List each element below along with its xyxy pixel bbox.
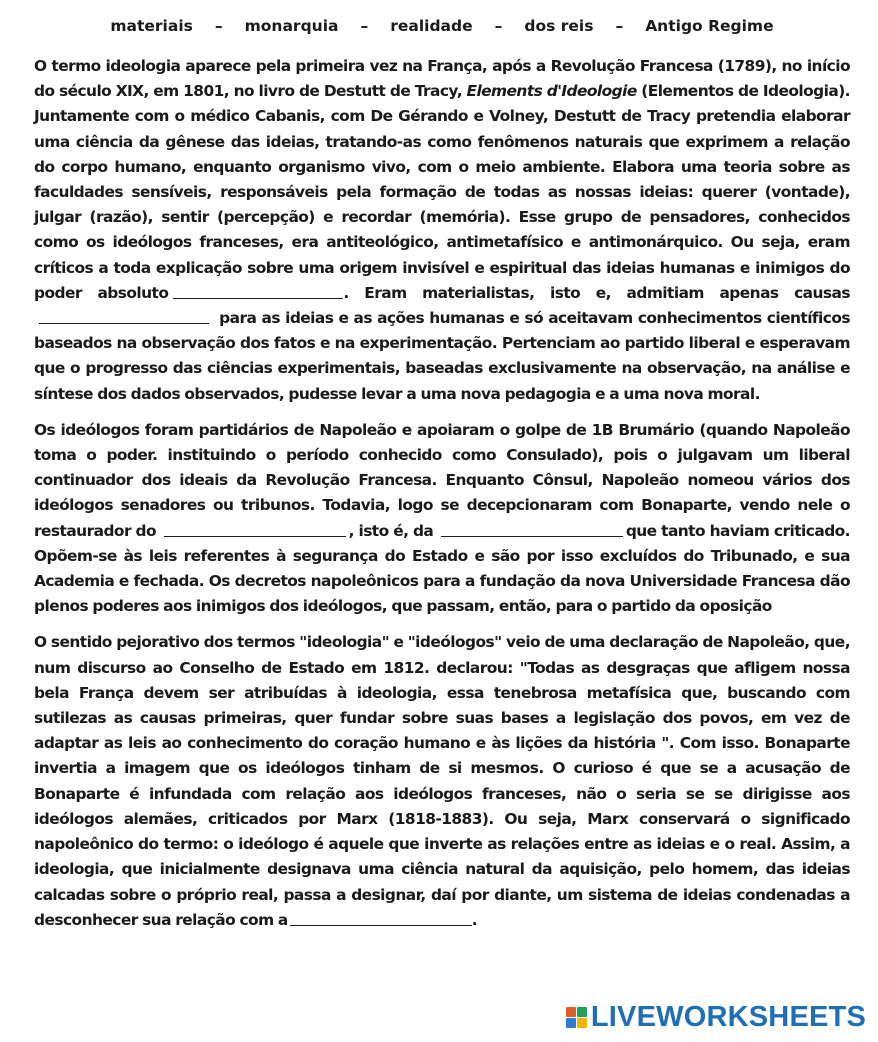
word-bank-item: Antigo Regime (645, 17, 774, 35)
word-bank-item: dos reis (524, 17, 594, 35)
word-bank-item: monarquia (244, 17, 339, 35)
word-bank-item: realidade (390, 17, 473, 35)
paragraph-text: (Elementos de Ideologia). Juntamente com o médico Cabanis, com De Gérando e Volney, Destutt de Tracy pretendia elaborar uma ciência da gênese das ideias, tratando-as como fenômenos naturais que exprimem a relação do corpo humano, enquanto organismo vivo, com o meio ambiente. Elabora uma teoria sobre as faculdades sensíveis, responsáveis pela formação de todas as nossas ideias: querer (vontade), julgar (razão), sentir (percepção) e recordar (memória). Esse grupo de pensadores, conhecidos como os ideólogos franceses, era antiteológico, antimetafísico e antimonárquico. Ou seja, eram críticos a toda explicação sobre uma origem invisível e espiritual das ideias humanas e inimigos do poder absoluto (34, 82, 850, 302)
paragraph-text: para as ideias e as ações humanas e só aceitavam conhecimentos científicos baseados na observação dos fatos e na experimentação. Pertenciam ao partido liberal e esperavam que o progresso das ciências experimentais, baseadas exclusivamente na observação, na análise e síntese dos dados observados, pudesse levar a uma nova pedagogia e a uma nova moral. (34, 309, 850, 403)
paragraph-pejorative-sense (34, 630, 850, 932)
paragraph-text: . (471, 910, 477, 929)
word-bank-separator: – (214, 17, 223, 35)
worksheet (34, 14, 850, 933)
paragraph-text: O termo ideologia aparece pela primeira vez na França, após a Revolução Francesa (1789), no início do século XIX, em 1801, no livro de Destutt de Tracy, (34, 57, 850, 101)
liveworksheets-logo (566, 1002, 866, 1032)
word-bank-item: materiais (110, 17, 193, 35)
logo-text: LIVEWORKSHEETS (590, 1001, 866, 1033)
paragraph-text: Os ideólogos foram partidários de Napoleão e apoiaram o golpe de 1B Brumário (quando Napoleão toma o poder. instituindo o período conhecido como Consulado), pois o julgavam um liberal continuador dos ideais da Revolução Francesa. Enquanto Cônsul, Napoleão nomeou vários dos ideólogos senadores ou tribunos. Todavia, logo se decepcionaram com Bonaparte, vendo nele o restaurador do (34, 420, 850, 540)
paragraph-ideologues-and-napoleon (34, 418, 850, 620)
word-bank (34, 14, 850, 38)
word-bank-separator: – (615, 17, 624, 35)
paragraph-text: O sentido pejorativo dos termos "ideologia" e "ideólogos" veio de uma declaração de Napoleão, que, num discurso ao Conselho de Estado em 1812. declarou: "Todas as desgraças que afligem nossa bela França devem ser atribuídas à ideologia, essa tenebrosa metafísica que, buscando com sutilezas as causas primeiras, quer fundar sobre suas bases a legislação dos povos, em vez de adaptar as leis ao conhecimento do coração humano e às lições da história ". Com isso. Bonaparte invertia a imagem que os ideólogos tinham de si mesmos. O curioso é que se a acusação de Bonaparte é infundada com relação aos ideólogos franceses, não o seria se se dirigisse aos ideólogos alemães, criticados por Marx (1818-1883). Ou seja, Marx conservará o significado napoleônico do termo: o ideólogo é aquele que inverte as relações entre as ideias e o real. Assim, a ideologia, que inicialmente designava uma ciência natural da aquisição, pelo homem, das ideias calcadas sobre o próprio real, passa a designar, daí por diante, um sistema de ideias condenadas a desconhecer sua relação com a (34, 633, 850, 929)
liveworksheets-logo-icon (566, 1007, 587, 1028)
answer-blank-4[interactable] (441, 520, 623, 537)
paragraph-origin-of-ideology (34, 54, 850, 407)
word-bank-separator: – (360, 17, 369, 35)
word-bank-separator: – (494, 17, 503, 35)
answer-blank-1[interactable] (173, 282, 343, 299)
answer-blank-2[interactable] (39, 307, 209, 324)
paragraph-text: . Eram materialistas, isto e, admitiam apenas causas (343, 283, 850, 302)
answer-blank-5[interactable] (290, 909, 472, 926)
book-title: Elements d'Ideologie (466, 82, 637, 101)
paragraph-text: , isto é, da (348, 521, 434, 540)
answer-blank-3[interactable] (164, 520, 346, 537)
paragraph-text: que tanto haviam criticado. Opõem-se às leis referentes à segurança do Estado e são por isso excluídos do Tribunado, e sua Academia e fechada. Os decretos napoleônicos para a fundação da nova Universidade Francesa dão plenos poderes aos inimigos dos ideólogos, que passam, então, para o partido da oposição (34, 521, 850, 616)
